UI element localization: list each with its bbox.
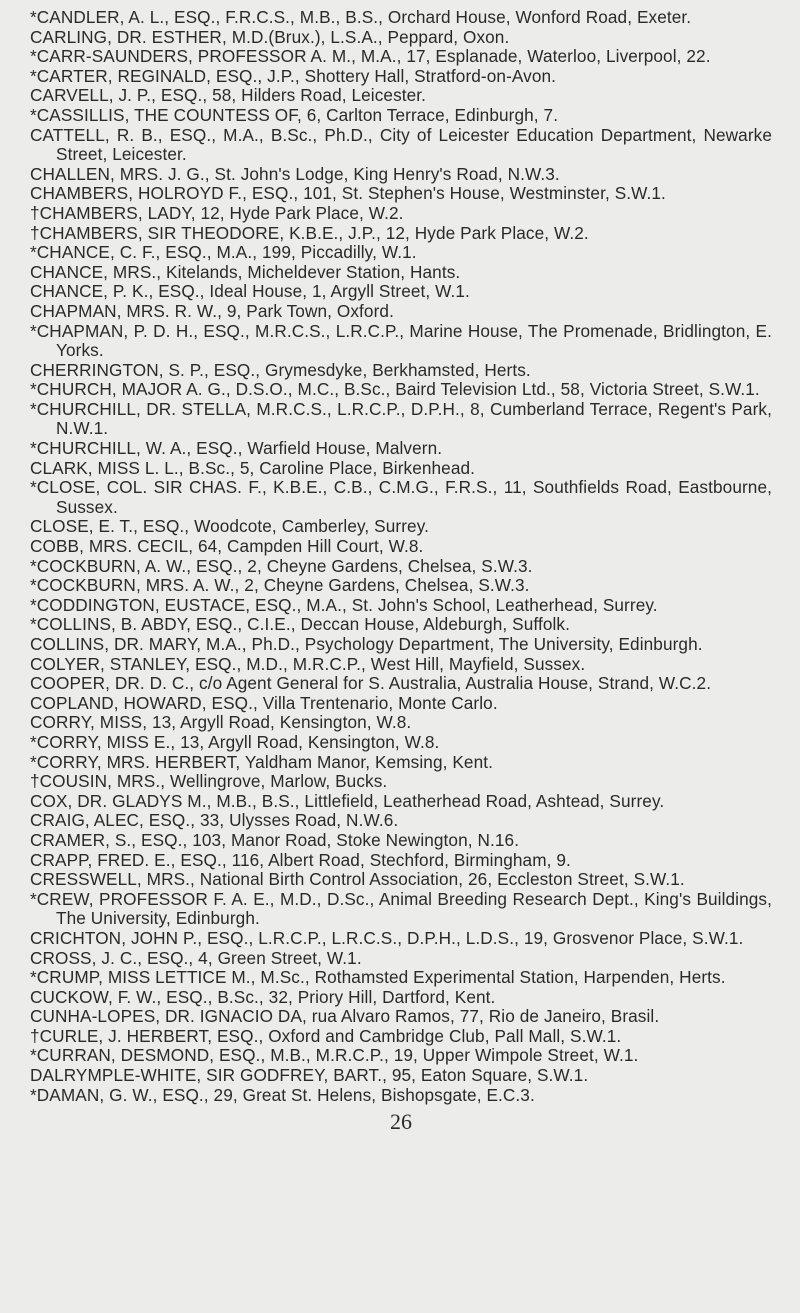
member-entry: CROSS, J. C., ESQ., 4, Green Street, W.1. [30, 947, 362, 968]
member-entry: COLLINS, DR. MARY, M.A., Ph.D., Psychology Department, The University, Edinburgh. [30, 634, 703, 654]
member-entry: *CORRY, MRS. HERBERT, Yaldham Manor, Kemsing, Kent. [30, 751, 493, 772]
member-entry: CARLING, DR. ESTHER, M.D.(Brux.), L.S.A., Peppard, Oxon. [30, 26, 510, 47]
member-entry: CRAMER, S., ESQ., 103, Manor Road, Stoke Newington, N.16. [30, 829, 520, 850]
member-entry: CHAPMAN, MRS. R. W., 9, Park Town, Oxford. [30, 300, 394, 321]
page-number: 26 [390, 1109, 412, 1135]
member-entry: *CHANCE, C. F., ESQ., M.A., 199, Piccadilly, W.1. [30, 242, 417, 263]
member-entry: *CASSILLIS, THE COUNTESS OF, 6, Carlton Terrace, Edinburgh, 7. [30, 104, 559, 125]
member-entry: CHAMBERS, HOLROYD F., ESQ., 101, St. Stephen's House, Westminster, S.W.1. [30, 183, 666, 204]
member-entry: *CHURCHILL, W. A., ESQ., Warfield House, Malvern. [30, 438, 443, 459]
member-entry: CRAIG, ALEC, ESQ., 33, Ulysses Road, N.W.6. [30, 810, 399, 831]
member-entry: *CODDINGTON, EUSTACE, ESQ., M.A., St. John's School, Leatherhead, Surrey. [30, 594, 658, 615]
member-entry: COX, DR. GLADYS M., M.B., B.S., Littlefield, Leatherhead Road, Ashtead, Surrey. [30, 790, 665, 811]
member-entry: CUNHA-LOPES, DR. IGNACIO DA, rua Alvaro Ramos, 77, Rio de Janeiro, Brasil. [30, 1006, 660, 1027]
member-entry: CLARK, MISS L. L., B.Sc., 5, Caroline Place, Birkenhead. [30, 457, 476, 478]
member-entry: COBB, MRS. CECIL, 64, Campden Hill Court, W.8. [30, 536, 424, 557]
member-entry: CRICHTON, JOHN P., ESQ., L.R.C.P., L.R.C.S., D.P.H., L.D.S., 19, Grosvenor Place, S.W.1. [30, 927, 744, 948]
member-entry: COLYER, STANLEY, ESQ., M.D., M.R.C.P., West Hill, Mayfield, Sussex. [30, 653, 586, 674]
member-list [30, 8, 772, 1105]
member-entry: *CREW, PROFESSOR F. A. E., M.D., D.Sc., Animal Breeding Research Dept., King's Buildings, The University, Edinburgh. [30, 888, 772, 929]
member-entry: *CLOSE, COL. SIR CHAS. F., K.B.E., C.B., C.M.G., F.R.S., 11, Southfields Road, Eastbourne, Sussex. [30, 477, 772, 517]
member-entry: *CHURCHILL, DR. STELLA, M.R.C.S., L.R.C.P., D.P.H., 8, Cumberland Terrace, Regent's Park, N.W.1. [30, 398, 772, 439]
member-entry: *CRUMP, MISS LETTICE M., M.Sc., Rothamsted Experimental Station, Harpenden, Herts. [30, 967, 726, 988]
member-entry: †CHAMBERS, LADY, 12, Hyde Park Place, W.2. [30, 202, 404, 223]
member-entry: CLOSE, E. T., ESQ., Woodcote, Camberley, Surrey. [30, 516, 429, 537]
member-entry: *CARTER, REGINALD, ESQ., J.P., Shottery Hall, Stratford-on-Avon. [30, 65, 557, 86]
member-entry: *CARR-SAUNDERS, PROFESSOR A. M., M.A., 17, Esplanade, Waterloo, Liverpool, 22. [30, 46, 711, 67]
member-entry: CHERRINGTON, S. P., ESQ., Grymesdyke, Berkhamsted, Herts. [30, 359, 531, 380]
member-entry: *CURRAN, DESMOND, ESQ., M.B., M.R.C.P., 19, Upper Wimpole Street, W.1. [30, 1045, 639, 1066]
member-entry: *DAMAN, G. W., ESQ., 29, Great St. Helens, Bishopsgate, E.C.3. [30, 1084, 535, 1105]
member-entry: *CORRY, MISS E., 13, Argyll Road, Kensington, W.8. [30, 731, 440, 752]
member-entry: †CHAMBERS, SIR THEODORE, K.B.E., J.P., 12, Hyde Park Place, W.2. [30, 222, 589, 243]
member-entry: COPLAND, HOWARD, ESQ., Villa Trentenario, Monte Carlo. [30, 692, 498, 713]
member-entry: *COCKBURN, A. W., ESQ., 2, Cheyne Gardens, Chelsea, S.W.3. [30, 555, 533, 576]
member-entry: CARVELL, J. P., ESQ., 58, Hilders Road, Leicester. [30, 85, 427, 106]
member-entry: *CHAPMAN, P. D. H., ESQ., M.R.C.S., L.R.C.P., Marine House, The Promenade, Bridlington, E. Yorks. [30, 320, 772, 361]
member-entry: †COUSIN, MRS., Wellingrove, Marlow, Bucks. [30, 771, 388, 792]
member-entry: †CURLE, J. HERBERT, ESQ., Oxford and Cambridge Club, Pall Mall, S.W.1. [30, 1025, 622, 1046]
member-entry: *CANDLER, A. L., ESQ., F.R.C.S., M.B., B.S., Orchard House, Wonford Road, Exeter. [30, 7, 692, 27]
member-entry: CRESSWELL, MRS., National Birth Control Association, 26, Eccleston Street, S.W.1. [30, 869, 685, 890]
member-entry: CHANCE, MRS., Kitelands, Micheldever Station, Hants. [30, 261, 461, 282]
member-entry: CORRY, MISS, 13, Argyll Road, Kensington, W.8. [30, 712, 412, 733]
member-entry: COOPER, DR. D. C., c/o Agent General for S. Australia, Australia House, Strand, W.C.2. [30, 673, 712, 694]
member-entry: CATTELL, R. B., ESQ., M.A., B.Sc., Ph.D., City of Leicester Education Department, Newarke Street, Leicester. [30, 124, 772, 165]
member-entry: *CHURCH, MAJOR A. G., D.S.O., M.C., B.Sc., Baird Television Ltd., 58, Victoria Street, S.W.1. [30, 379, 760, 400]
member-entry: CHANCE, P. K., ESQ., Ideal House, 1, Argyll Street, W.1. [30, 281, 470, 302]
member-entry: DALRYMPLE-WHITE, SIR GODFREY, BART., 95, Eaton Square, S.W.1. [30, 1065, 589, 1086]
member-entry: *COLLINS, B. ABDY, ESQ., C.I.E., Deccan House, Aldeburgh, Suffolk. [30, 614, 570, 635]
member-entry: CUCKOW, F. W., ESQ., B.Sc., 32, Priory Hill, Dartford, Kent. [30, 986, 496, 1007]
member-entry: *COCKBURN, MRS. A. W., 2, Cheyne Gardens, Chelsea, S.W.3. [30, 575, 530, 596]
member-entry: CRAPP, FRED. E., ESQ., 116, Albert Road, Stechford, Birmingham, 9. [30, 849, 571, 870]
member-entry: CHALLEN, MRS. J. G., St. John's Lodge, King Henry's Road, N.W.3. [30, 163, 560, 184]
